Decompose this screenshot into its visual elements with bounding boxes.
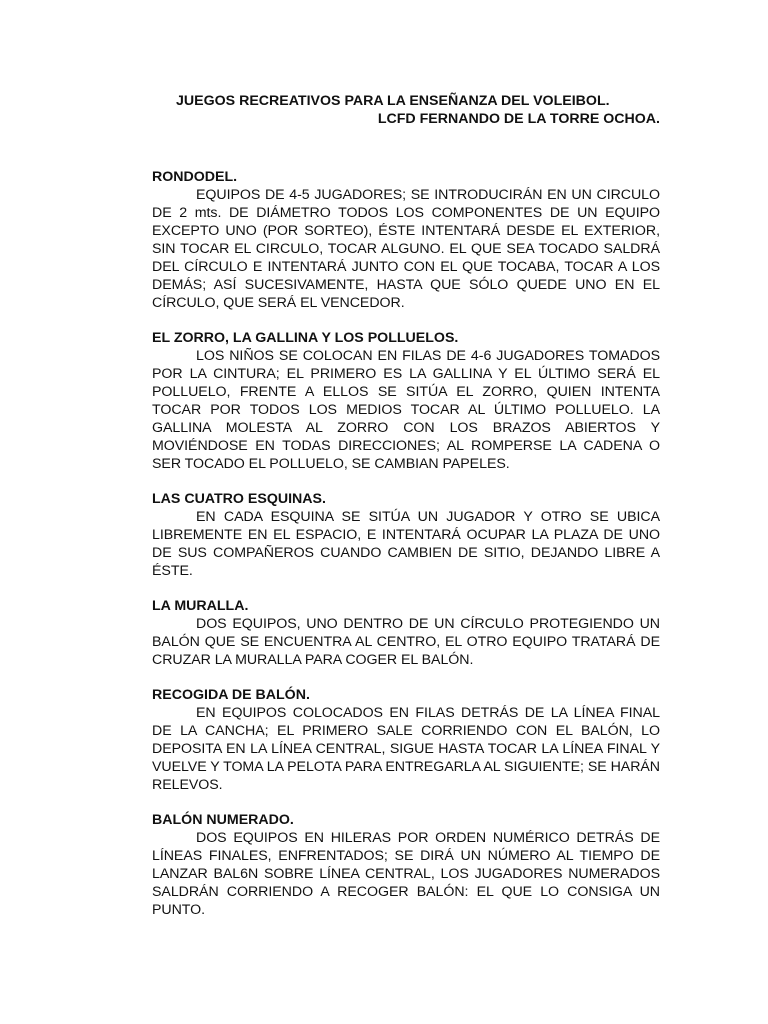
section-recogida-de-balon [152, 686, 660, 794]
sections-container [152, 168, 660, 919]
section-body: DOS EQUIPOS, UNO DENTRO DE UN CÍRCULO PROTEGIENDO UN BALÓN QUE SE ENCUENTRA AL CENTRO, EL OTRO EQUIPO TRATARÁ DE CRUZAR LA MURALLA PARA COGER EL BALÓN. [152, 616, 660, 668]
section-heading: RONDODEL. [152, 169, 238, 185]
section-el-zorro [152, 329, 660, 473]
section-cuatro-esquinas [152, 490, 660, 580]
section-body: EQUIPOS DE 4-5 JUGADORES; SE INTRODUCIRÁN EN UN CIRCULO DE 2 mts. DE DIÁMETRO TODOS LOS COMPONENTES DE UN EQUIPO EXCEPTO UNO (POR SORTEO), ÉSTE INTENTARÁ DESDE EL EXTERIOR, SIN TOCAR EL CIRCULO, TOCAR ALGUNO. EL QUE SEA TOCADO SALDRÁ DEL CÍRCULO E INTENTARÁ JUNTO CON EL QUE TOCABA, TOCAR A LOS DEMÁS; ASÍ SUCESIVAMENTE, HASTA QUE SÓLO QUEDE UNO EN EL CÍRCULO, QUE SERÁ EL VENCEDOR. [152, 187, 660, 311]
section-body: DOS EQUIPOS EN HILERAS POR ORDEN NUMÉRICO DETRÁS DE LÍNEAS FINALES, ENFRENTADOS; SE DIRÁ UN NÚMERO AL TIEMPO DE LANZAR BAL6N SOBRE LÍNEA CENTRAL, LOS JUGADORES NUMERADOS SALDRÁN CORRIENDO A RECOGER BALÓN: EL QUE LO CONSIGA UN PUNTO. [152, 830, 660, 918]
section-body: EN EQUIPOS COLOCADOS EN FILAS DETRÁS DE LA LÍNEA FINAL DE LA CANCHA; EL PRIMERO SALE CORRIENDO CON EL BALÓN, LO DEPOSITA EN LA LÍNEA CENTRAL, SIGUE HASTA TOCAR LA LÍNEA FINAL Y VUELVE Y TOMA LA PELOTA PARA ENTREGARLA AL SIGUIENTE; SE HARÁN RELEVOS. [152, 705, 660, 793]
document-title: JUEGOS RECREATIVOS PARA LA ENSEÑANZA DEL VOLEIBOL. [176, 93, 610, 109]
section-body: LOS NIÑOS SE COLOCAN EN FILAS DE 4-6 JUGADORES TOMADOS POR LA CINTURA; EL PRIMERO ES LA GALLINA Y EL ÚLTIMO SERÁ EL POLLUELO, FRENTE A ELLOS SE SITÚA EL ZORRO, QUIEN INTENTA TOCAR POR TODOS LOS MEDIOS TOCAR AL ÚLTIMO POLLUELO. LA GALLINA MOLESTA AL ZORRO CON LOS BRAZOS ABIERTOS Y MOVIÉNDOSE EN TODAS DIRECCIONES; AL ROMPERSE LA CADENA O SER TOCADO EL POLLUELO, SE CAMBIAN PAPELES. [152, 348, 660, 472]
section-la-muralla [152, 597, 660, 669]
document-author: LCFD FERNANDO DE LA TORRE OCHOA. [377, 111, 660, 127]
section-heading: EL ZORRO, LA GALLINA Y LOS POLLUELOS. [152, 330, 459, 346]
section-rondodel [152, 168, 660, 312]
document-page [152, 92, 660, 936]
section-heading: BALÓN NUMERADO. [152, 812, 294, 828]
section-heading: LA MURALLA. [152, 598, 249, 614]
section-heading: LAS CUATRO ESQUINAS. [152, 491, 326, 507]
section-heading: RECOGIDA DE BALÓN. [152, 687, 310, 703]
section-balon-numerado [152, 811, 660, 919]
section-body: EN CADA ESQUINA SE SITÚA UN JUGADOR Y OTRO SE UBICA LIBREMENTE EN EL ESPACIO, E INTENTARÁ OCUPAR LA PLAZA DE UNO DE SUS COMPAÑEROS CUANDO CAMBIEN DE SITIO, DEJANDO LIBRE A ÉSTE. [152, 509, 660, 579]
